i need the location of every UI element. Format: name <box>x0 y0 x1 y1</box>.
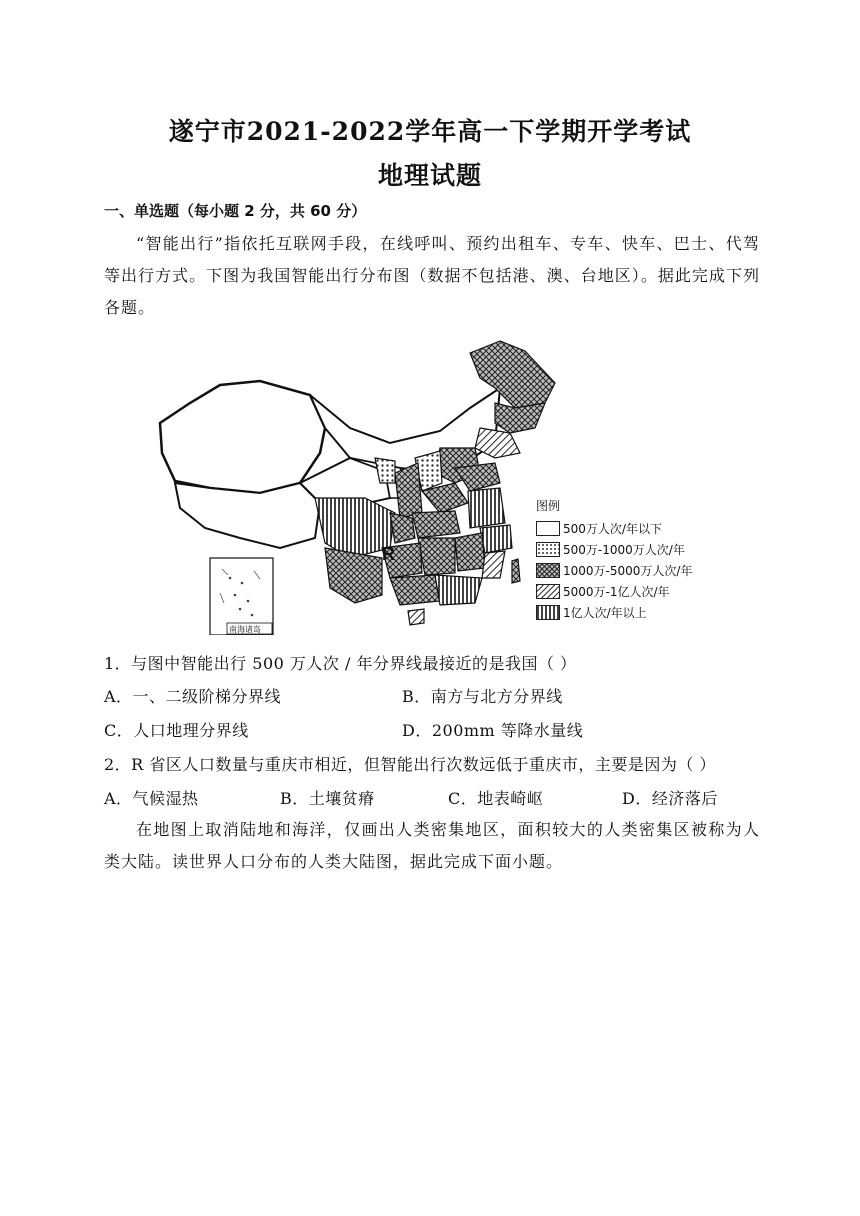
legend-swatch-blank <box>536 521 560 536</box>
question-2-option-a[interactable]: A．气候湿热 <box>104 789 199 808</box>
region-hainan <box>408 609 424 625</box>
legend-swatch-dots <box>536 542 560 557</box>
intro-paragraph-2: 在地图上取消陆地和海洋，仅画出人类密集地区，面积较大的人类密集区被称为人类大陆。读世界人口分布的人类大陆图，据此完成下面小题。 <box>104 820 760 871</box>
question-1-option-b[interactable]: B．南方与北方分界线 <box>402 687 563 706</box>
region-shaanxi <box>395 463 422 518</box>
section-heading: 一、单选题（每小题 2 分，共 60 分） <box>104 202 367 220</box>
question-1-stem: 1．与图中智能出行 500 万人次 / 年分界线最接近的是我国（ ） <box>104 654 577 673</box>
legend-swatch-vertical <box>536 605 560 620</box>
exam-subtitle: 地理试题 <box>377 161 482 190</box>
question-1-option-d[interactable]: D．200mm 等降水量线 <box>402 721 584 740</box>
legend-label: 1000万-5000万人次/年 <box>563 564 693 578</box>
region-chongqing <box>390 513 415 543</box>
region-heilongjiang <box>470 341 555 408</box>
region-guangdong <box>435 575 482 605</box>
region-guangxi <box>390 575 440 605</box>
inset-label: 南海诸岛 <box>229 625 261 634</box>
legend-item <box>536 520 736 537</box>
region-xinjiang <box>160 381 325 493</box>
question-2-option-c[interactable]: C．地表崎岖 <box>448 789 544 808</box>
region-jiangxi <box>455 533 485 571</box>
region-xizang <box>175 483 320 548</box>
question-2-option-b[interactable]: B．土壤贫瘠 <box>280 789 375 808</box>
legend-label: 1亿人次/年以上 <box>563 606 647 620</box>
region-yunnan <box>325 548 382 603</box>
legend-item <box>536 541 736 558</box>
legend-item <box>536 604 736 621</box>
region-shandong <box>455 463 500 491</box>
region-hunan <box>418 538 455 575</box>
map-legend <box>536 497 736 625</box>
legend-item <box>536 583 736 600</box>
legend-title: 图例 <box>536 499 561 513</box>
legend-label: 5000万-1亿人次/年 <box>563 585 670 599</box>
region-r-label: R <box>382 544 395 564</box>
region-fujian <box>482 551 505 578</box>
region-zhejiang <box>480 525 512 553</box>
region-taiwan <box>512 559 520 583</box>
question-2-option-d[interactable]: D．经济落后 <box>622 789 718 808</box>
region-hubei <box>412 511 460 538</box>
question-2-stem: 2．R 省区人口数量与重庆市相近，但智能出行次数远低于重庆市，主要是因为（ ） <box>104 755 716 774</box>
question-1-option-a[interactable]: A．一、二级阶梯分界线 <box>104 687 282 706</box>
region-jilin <box>495 403 545 433</box>
legend-swatch-diagonal <box>536 584 560 599</box>
legend-label: 500万人次/年以下 <box>563 522 662 536</box>
legend-label: 500万-1000万人次/年 <box>563 543 685 557</box>
intro-paragraph-1: “智能出行”指依托互联网手段，在线呼叫、预约出租车、专车、快车、巴士、代驾等出行方式。下图为我国智能出行分布图（数据不包括港、澳、台地区）。据此完成下列各题。 <box>104 234 760 317</box>
region-jiangsu-anhui <box>468 488 505 528</box>
question-1-option-c[interactable]: C．人口地理分界线 <box>104 721 249 740</box>
exam-title: 遂宁市2021-2022学年高一下学期开学考试 <box>168 117 692 146</box>
legend-item <box>536 562 736 579</box>
legend-swatch-crosshatch <box>536 563 560 578</box>
